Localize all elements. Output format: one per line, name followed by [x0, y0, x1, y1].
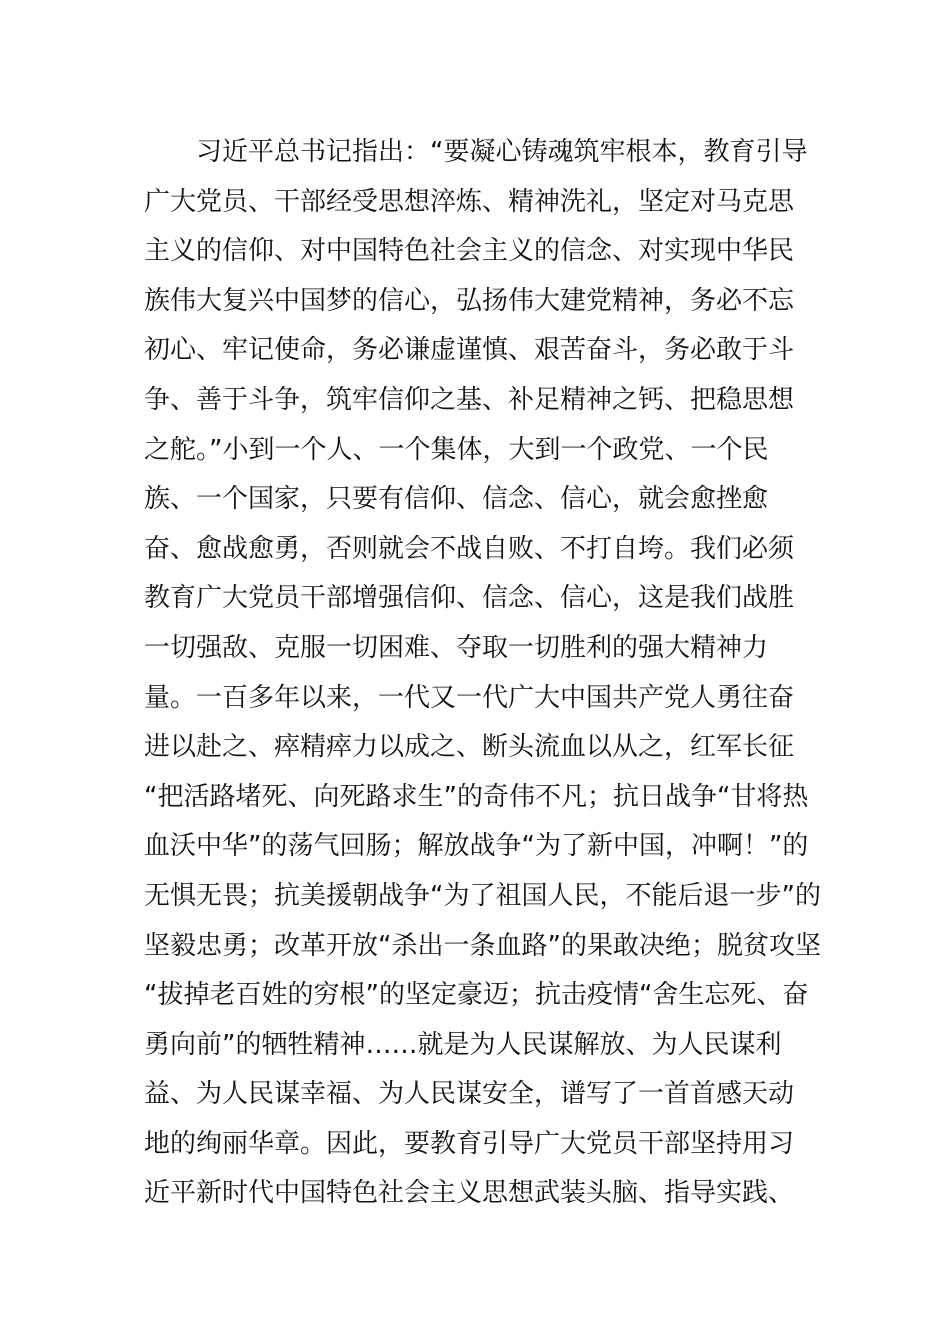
text-line: 无惧无畏；抗美援朝战争“为了祖国人民，不能后退一步”的 — [144, 880, 821, 911]
text-line: 勇向前”的牺牲精神……就是为人民谋解放、为人民谋利 — [144, 1029, 782, 1060]
text-line: 地的绚丽华章。因此，要教育引导广大党员干部坚持用习 — [144, 1128, 795, 1159]
text-line: 进以赴之、瘁精瘁力以成之、断头流血以从之，红军长征 — [144, 732, 795, 763]
text-line: 一切强敌、克服一切困难、夺取一切胜利的强大精神力 — [144, 632, 769, 663]
text-line: “把活路堵死、向死路求生”的奇伟不凡；抗日战争“甘将热 — [144, 781, 809, 812]
text-line: 益、为人民谋幸福、为人民谋安全，谱写了一首首感天动 — [144, 1079, 795, 1110]
text-line: 习近平总书记指出：“要凝心铸魂筑牢根本，教育引导 — [196, 137, 808, 167]
text-line: 争、善于斗争，筑牢信仰之基、补足精神之钙、把稳思想 — [144, 384, 795, 415]
text-line: 血沃中华”的荡气回肠；解放战争“为了新中国，冲啊！”的 — [144, 831, 809, 862]
text-line: 奋、愈战愈勇，否则就会不战自败、不打自垮。我们必须 — [144, 533, 795, 564]
text-line: 广大党员、干部经受思想淬炼、精神洗礼，坚定对马克思 — [144, 186, 795, 217]
text-line: 族、一个国家，只要有信仰、信念、信心，就会愈挫愈 — [144, 484, 769, 515]
text-line: 主义的信仰、对中国特色社会主义的信念、对实现中华民 — [144, 236, 795, 267]
text-line: 量。一百多年以来，一代又一代广大中国共产党人勇往奋 — [144, 682, 795, 713]
text-line: 初心、牢记使命，务必谦虚谨慎、艰苦奋斗，务必敢于斗 — [144, 335, 795, 366]
text-line: 近平新时代中国特色社会主义思想武装头脑、指导实践、 — [144, 1178, 795, 1209]
body-paragraph — [144, 128, 821, 1219]
text-line: 教育广大党员干部增强信仰、信念、信心，这是我们战胜 — [144, 583, 795, 614]
text-line: 坚毅忠勇；改革开放“杀出一条血路”的果敢决绝；脱贫攻坚 — [144, 930, 821, 961]
text-line: 之舵。”小到一个人、一个集体，大到一个政党、一个民 — [144, 434, 769, 465]
text-line: “拔掉老百姓的穷根”的坚定豪迈；抗击疫情“舍生忘死、奋 — [144, 980, 809, 1011]
text-line: 族伟大复兴中国梦的信心，弘扬伟大建党精神，务必不忘 — [144, 285, 795, 316]
